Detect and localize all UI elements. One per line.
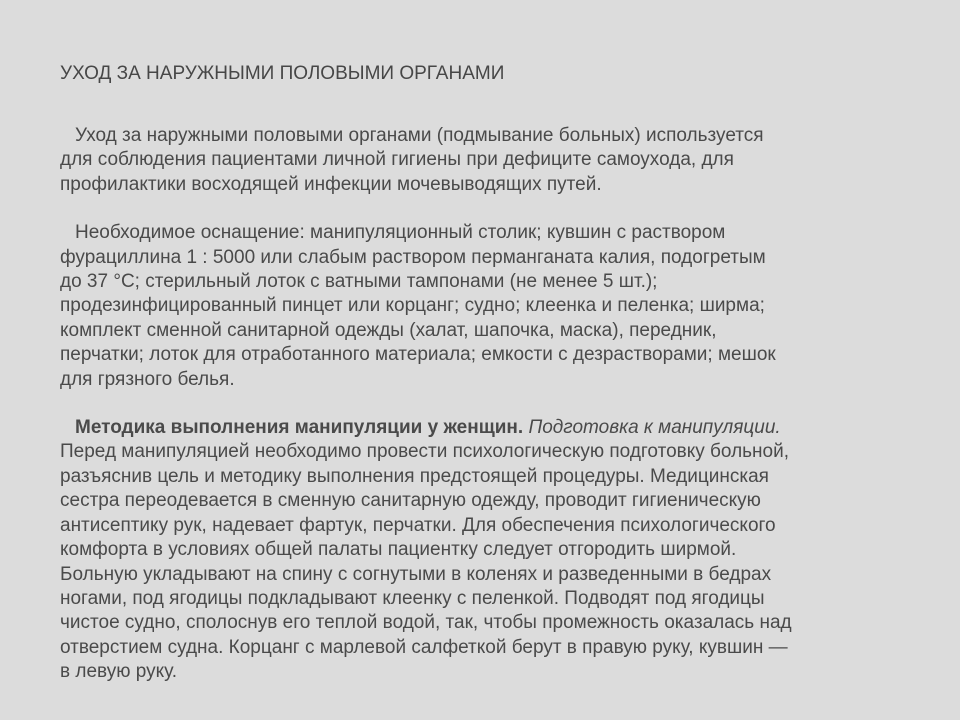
paragraph-gap [60,392,900,416]
paragraph-equipment: Необходимое оснащение: манипуляционный столик; кувшин с раствором фурациллина 1 : 5000 или слабым раствором перманганата калия, подогретым до 37 °С; стерильный лоток с ватными тампонами (не менее 5 шт.); продезинфицированный пинцет или корцанг; судно; клеенка и пеленка; ширма; комплект сменной санитарной одежды (халат, шапочка, маска), передник, перчатки; лоток для отработанного материала; емкости с дезрастворами; мешок для грязного белья. [60,222,776,390]
paragraph-gap [60,197,900,221]
method-heading: Методика выполнения манипуляции у женщин. [75,417,524,439]
method-body: Перед манипуляцией необходимо провести психологическую подготовку больной, разъяснив цель и методику выполнения предстоящей процедуры. Медицинская сестра переодевается в сменную санитарную одежду, проводит гигиеническую антисептику рук, надевает фартук, перчатки. Для обеспечения психологического комфорта в условиях общей палаты пациентку следует отгородить ширмой. Больную укладывают на спину с согнутыми в коленях и разведенными в бедрах ногами, под ягодицы подкладывают клеенку с пеленкой. Подводят под ягодицы чистое судно, сполоснув его теплой водой, так, чтобы промежность оказалась над отверстием судна. Корцанг с марлевой салфеткой берут в правую руку, кувшин — в левую руку. [60,441,792,683]
paragraph-method [60,416,900,684]
slide-content [60,62,900,685]
paragraph-intro: Уход за наружными половыми органами (подмывание больных) используется для соблюдения пациентами личной гигиены при дефиците самоухода, для профилактики восходящей инфекции мочевыводящих путей. [60,125,764,195]
page-title: УХОД ЗА НАРУЖНЫМИ ПОЛОВЫМИ ОРГАНАМИ [60,63,505,84]
preparation-subheading: Подготовка к манипуляции. [528,417,781,439]
